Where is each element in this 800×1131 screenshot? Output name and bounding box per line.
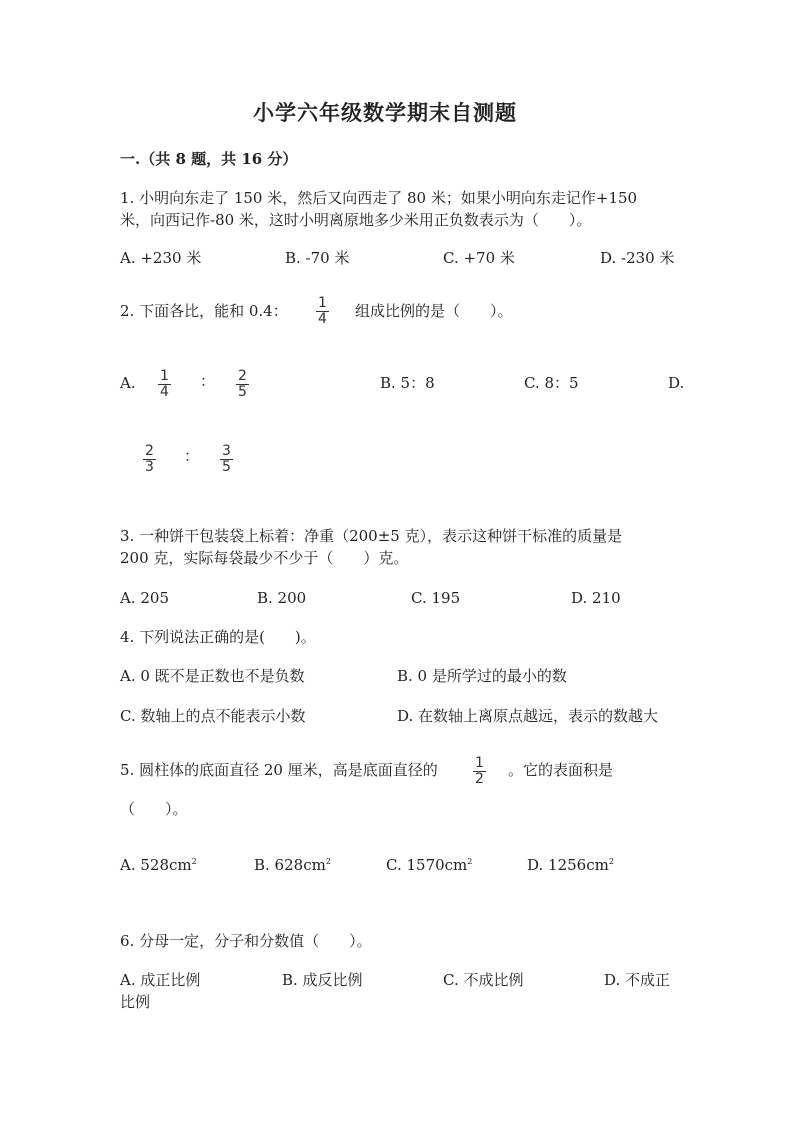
fraction-denominator: 5 [222,459,231,475]
q1-option-a: A. +230 米 [120,249,202,267]
q2-stem-fraction [316,296,329,327]
q3-stem-line1: 3. 一种饼干包装袋上标着：净重（200±5 克），表示这种饼干标准的质量是 [120,527,623,545]
q4-option-b: B. 0 是所学过的最小的数 [397,667,567,685]
q1-option-d: D. -230 米 [600,249,675,267]
q4-option-d: D. 在数轴上离原点越远，表示的数越大 [397,707,659,725]
fraction-denominator: 4 [318,311,327,327]
q2-option-d-fraction-1 [143,444,156,475]
q4-option-c: C. 数轴上的点不能表示小数 [120,707,306,725]
q6-option-d-line2: 比例 [120,993,151,1011]
q2-option-d-fraction-2 [220,444,233,475]
fraction-numerator: 1 [475,755,484,771]
q6-option-b: B. 成反比例 [282,971,363,989]
q5-option-a-text: A. 528cm [120,856,192,874]
q1-stem-line2: 米，向西记作-80 米，这时小明离原地多少米用正负数表示为（ ）。 [120,211,592,229]
fraction-numerator: 3 [222,443,231,459]
q2-stem-prefix: 2. 下面各比，能和 0.4： [120,302,288,320]
q5-option-c [386,858,472,873]
q3-stem-line2: 200 克，实际每袋最少不少于（ ）克。 [120,549,409,567]
q5-option-c-text: C. 1570cm [386,856,468,874]
q1-stem-line1: 1. 小明向东走了 150 米，然后又向西走了 80 米；如果小明向东走记作+150 [120,189,638,207]
q2-stem-suffix: 组成比例的是（ ）。 [355,302,513,320]
q4-stem: 4. 下列说法正确的是( )。 [120,628,316,646]
q1-option-b: B. -70 米 [285,249,350,267]
unit-exponent: 2 [467,857,473,866]
q6-option-d-line1: D. 不成正 [604,971,671,989]
q3-option-c: C. 195 [411,589,461,607]
q6-stem: 6. 分母一定，分子和分数值（ ）。 [120,932,372,950]
fraction-numerator: 2 [238,368,247,384]
q5-option-b [254,858,331,873]
unit-exponent: 2 [191,857,197,866]
fraction-numerator: 2 [145,443,154,459]
q6-option-c: C. 不成比例 [443,971,524,989]
fraction-numerator: 1 [318,295,327,311]
q5-stem-suffix: 。它的表面积是 [508,761,614,779]
q2-option-b: B. 5：8 [380,374,435,392]
q5-option-d-text: D. 1256cm [527,856,609,874]
q6-option-a: A. 成正比例 [120,971,201,989]
q2-option-d-label: D. [668,374,685,392]
fraction-denominator: 3 [145,459,154,475]
q2-option-a-label: A. [120,374,136,392]
unit-exponent: 2 [325,857,331,866]
fraction-numerator: 1 [160,368,169,384]
q5-option-b-text: B. 628cm [254,856,326,874]
q5-stem-fraction [473,756,486,787]
section-header: 一.（共 8 题，共 16 分） [120,150,298,168]
q3-option-b: B. 200 [257,589,307,607]
q5-option-d [527,858,614,873]
fraction-denominator: 5 [238,384,247,400]
q2-option-a-colon: ： [200,372,216,390]
q4-option-a: A. 0 既不是正数也不是负数 [120,667,305,685]
q2-option-d-colon: ： [184,447,200,465]
q2-option-c: C. 8：5 [524,374,579,392]
q2-option-a-fraction-1 [158,369,171,400]
q5-stem-prefix: 5. 圆柱体的底面直径 20 厘米，高是底面直径的 [120,761,438,779]
q5-option-a [120,858,197,873]
fraction-denominator: 4 [160,384,169,400]
fraction-denominator: 2 [475,771,484,787]
q2-option-a-fraction-2 [236,369,249,400]
q3-option-d: D. 210 [571,589,621,607]
q1-option-c: C. +70 米 [443,249,515,267]
q5-stem-line2: （ ）。 [120,800,188,818]
page-title: 小学六年级数学期末自测题 [253,100,517,125]
unit-exponent: 2 [608,857,614,866]
q3-option-a: A. 205 [120,589,169,607]
